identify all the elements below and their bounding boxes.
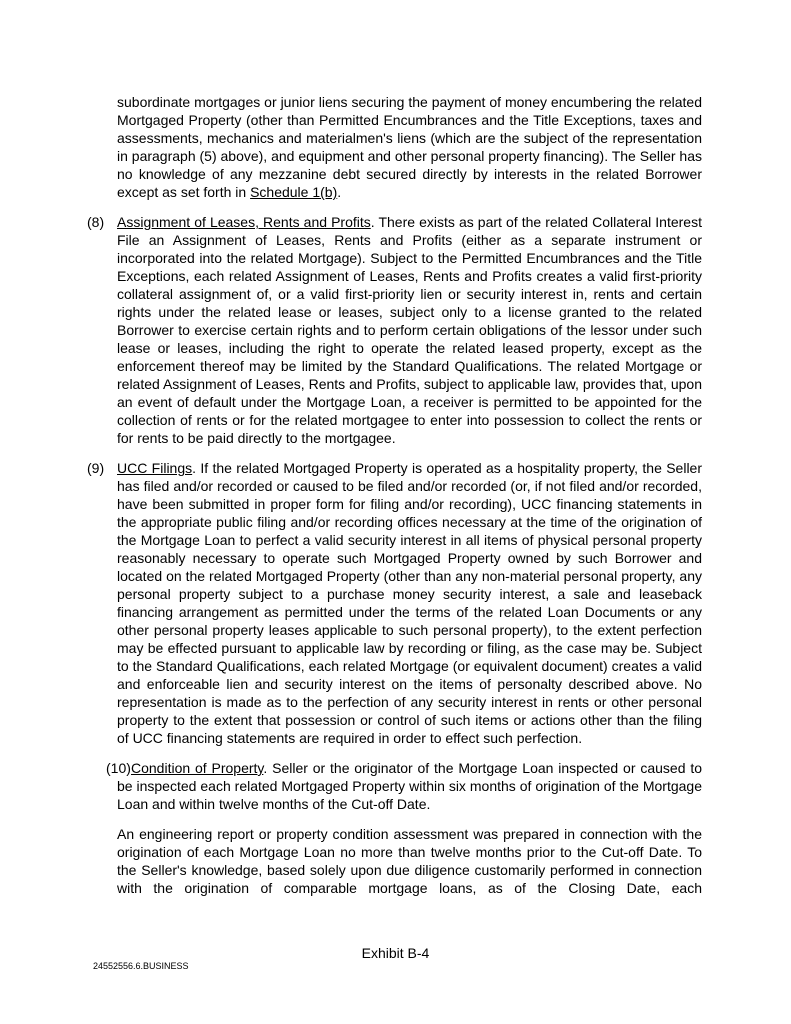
paragraph-text-tail: . — [337, 184, 342, 200]
schedule-1b-reference: Schedule 1(b) — [250, 184, 338, 200]
paragraph-10-heading: Condition of Property — [131, 760, 264, 776]
paragraph-9 — [87, 459, 703, 747]
paragraph-continuation-7 — [117, 93, 702, 201]
footer-exhibit-label: Exhibit B-4 — [361, 945, 430, 961]
paragraph-10 — [106, 759, 702, 813]
paragraph-9-text: . If the related Mortgaged Property is operated as a hospitality property, the Seller has filed and/or recorded or caused to be filed and/or recorded (or, if not filed and/or recorded, have been submitted in proper form for filing and/or recording), UCC financing statements in the appropriate public filing and/or recording offices necessary at the time of the origination of the Mortgage Loan to perfect a valid security interest in all items of physical personal property reasonably necessary to operate such Mortgaged Property owned by such Borrower and located on the related Mortgaged Property (other than any non-material personal property, any personal property subject to a purchase money security interest, a sale and leaseback financing arrangement as permitted under the terms of the related Loan Documents or any other personal property leases applicable to such personal property), to the extent perfection may be effected pursuant to applicable law by recording or filing, as the case may be. Subject to the Standard Qualifications, each related Mortgage (or equivalent document) creates a valid and enforceable lien and security interest on the items of personalty described above. No representation is made as to the perfection of any security interest in rents or other personal property to the extent that possession or control of such items or actions other than the filing of UCC financing statements are required in order to effect such perfection. — [117, 460, 703, 746]
paragraph-8 — [87, 213, 702, 447]
paragraph-9-number: (9) — [87, 460, 105, 476]
paragraph-8-number: (8) — [87, 214, 105, 230]
paragraph-text: An engineering report or property condition assessment was prepared in connection with the origination of each Mortgage Loan no more than twelve months prior to the Cut-off Date. To the Seller's knowledge, based solely upon due diligence customarily performed in connection with the origination of comparable mortgage loans, as of the Closing Date, each — [117, 826, 702, 896]
paragraph-9-heading: UCC Filings — [117, 460, 193, 476]
document-body — [87, 93, 703, 909]
paragraph-8-text: . There exists as part of the related Collateral Interest File an Assignment of Leases, Rents and Profits (either as a separate instrument or incorporated into the related Mortgage). Subject to the Permitted Encumbrances and the Title Exceptions, each related Assignment of Leases, Rents and Profits creates a valid first-priority collateral assignment of, or a valid first-priority lien or security interest in, rents and certain rights under the related lease or leases, subject only to a license granted to the related Borrower to exercise certain rights and to perform certain obligations of the lessor under such lease or leases, including the right to operate the related leased property, except as the enforcement thereof may be limited by the Standard Qualifications. The related Mortgage or related Assignment of Leases, Rents and Profits, subject to applicable law, provides that, upon an event of default under the Mortgage Loan, a receiver is permitted to be appointed for the collection of rents or for the related mortgagee to enter into possession to collect the rents or for rents to be paid directly to the mortgagee. — [117, 214, 702, 446]
paragraph-10-number: (10) — [106, 760, 131, 776]
footer-document-id: 24552556.6.BUSINESS — [93, 961, 189, 971]
paragraph-text: subordinate mortgages or junior liens securing the payment of money encumbering the related Mortgaged Property (other than Permitted Encumbrances and the Title Exceptions, taxes and assessments, mechanics and materialmen's liens (which are the subject of the representation in paragraph (5) above), and equipment and other personal property financing). The Seller has no knowledge of any mezzanine debt secured directly by interests in the related Borrower except as set forth in — [117, 94, 702, 200]
paragraph-10-text: . Seller or the originator of the Mortgage Loan inspected or caused to be inspected each related Mortgaged Property within six months of origination of the Mortgage Loan and within twelve months of the Cut-off Date. — [117, 760, 702, 812]
paragraph-engineering-report — [117, 825, 702, 897]
paragraph-8-heading: Assignment of Leases, Rents and Profits — [117, 214, 371, 230]
